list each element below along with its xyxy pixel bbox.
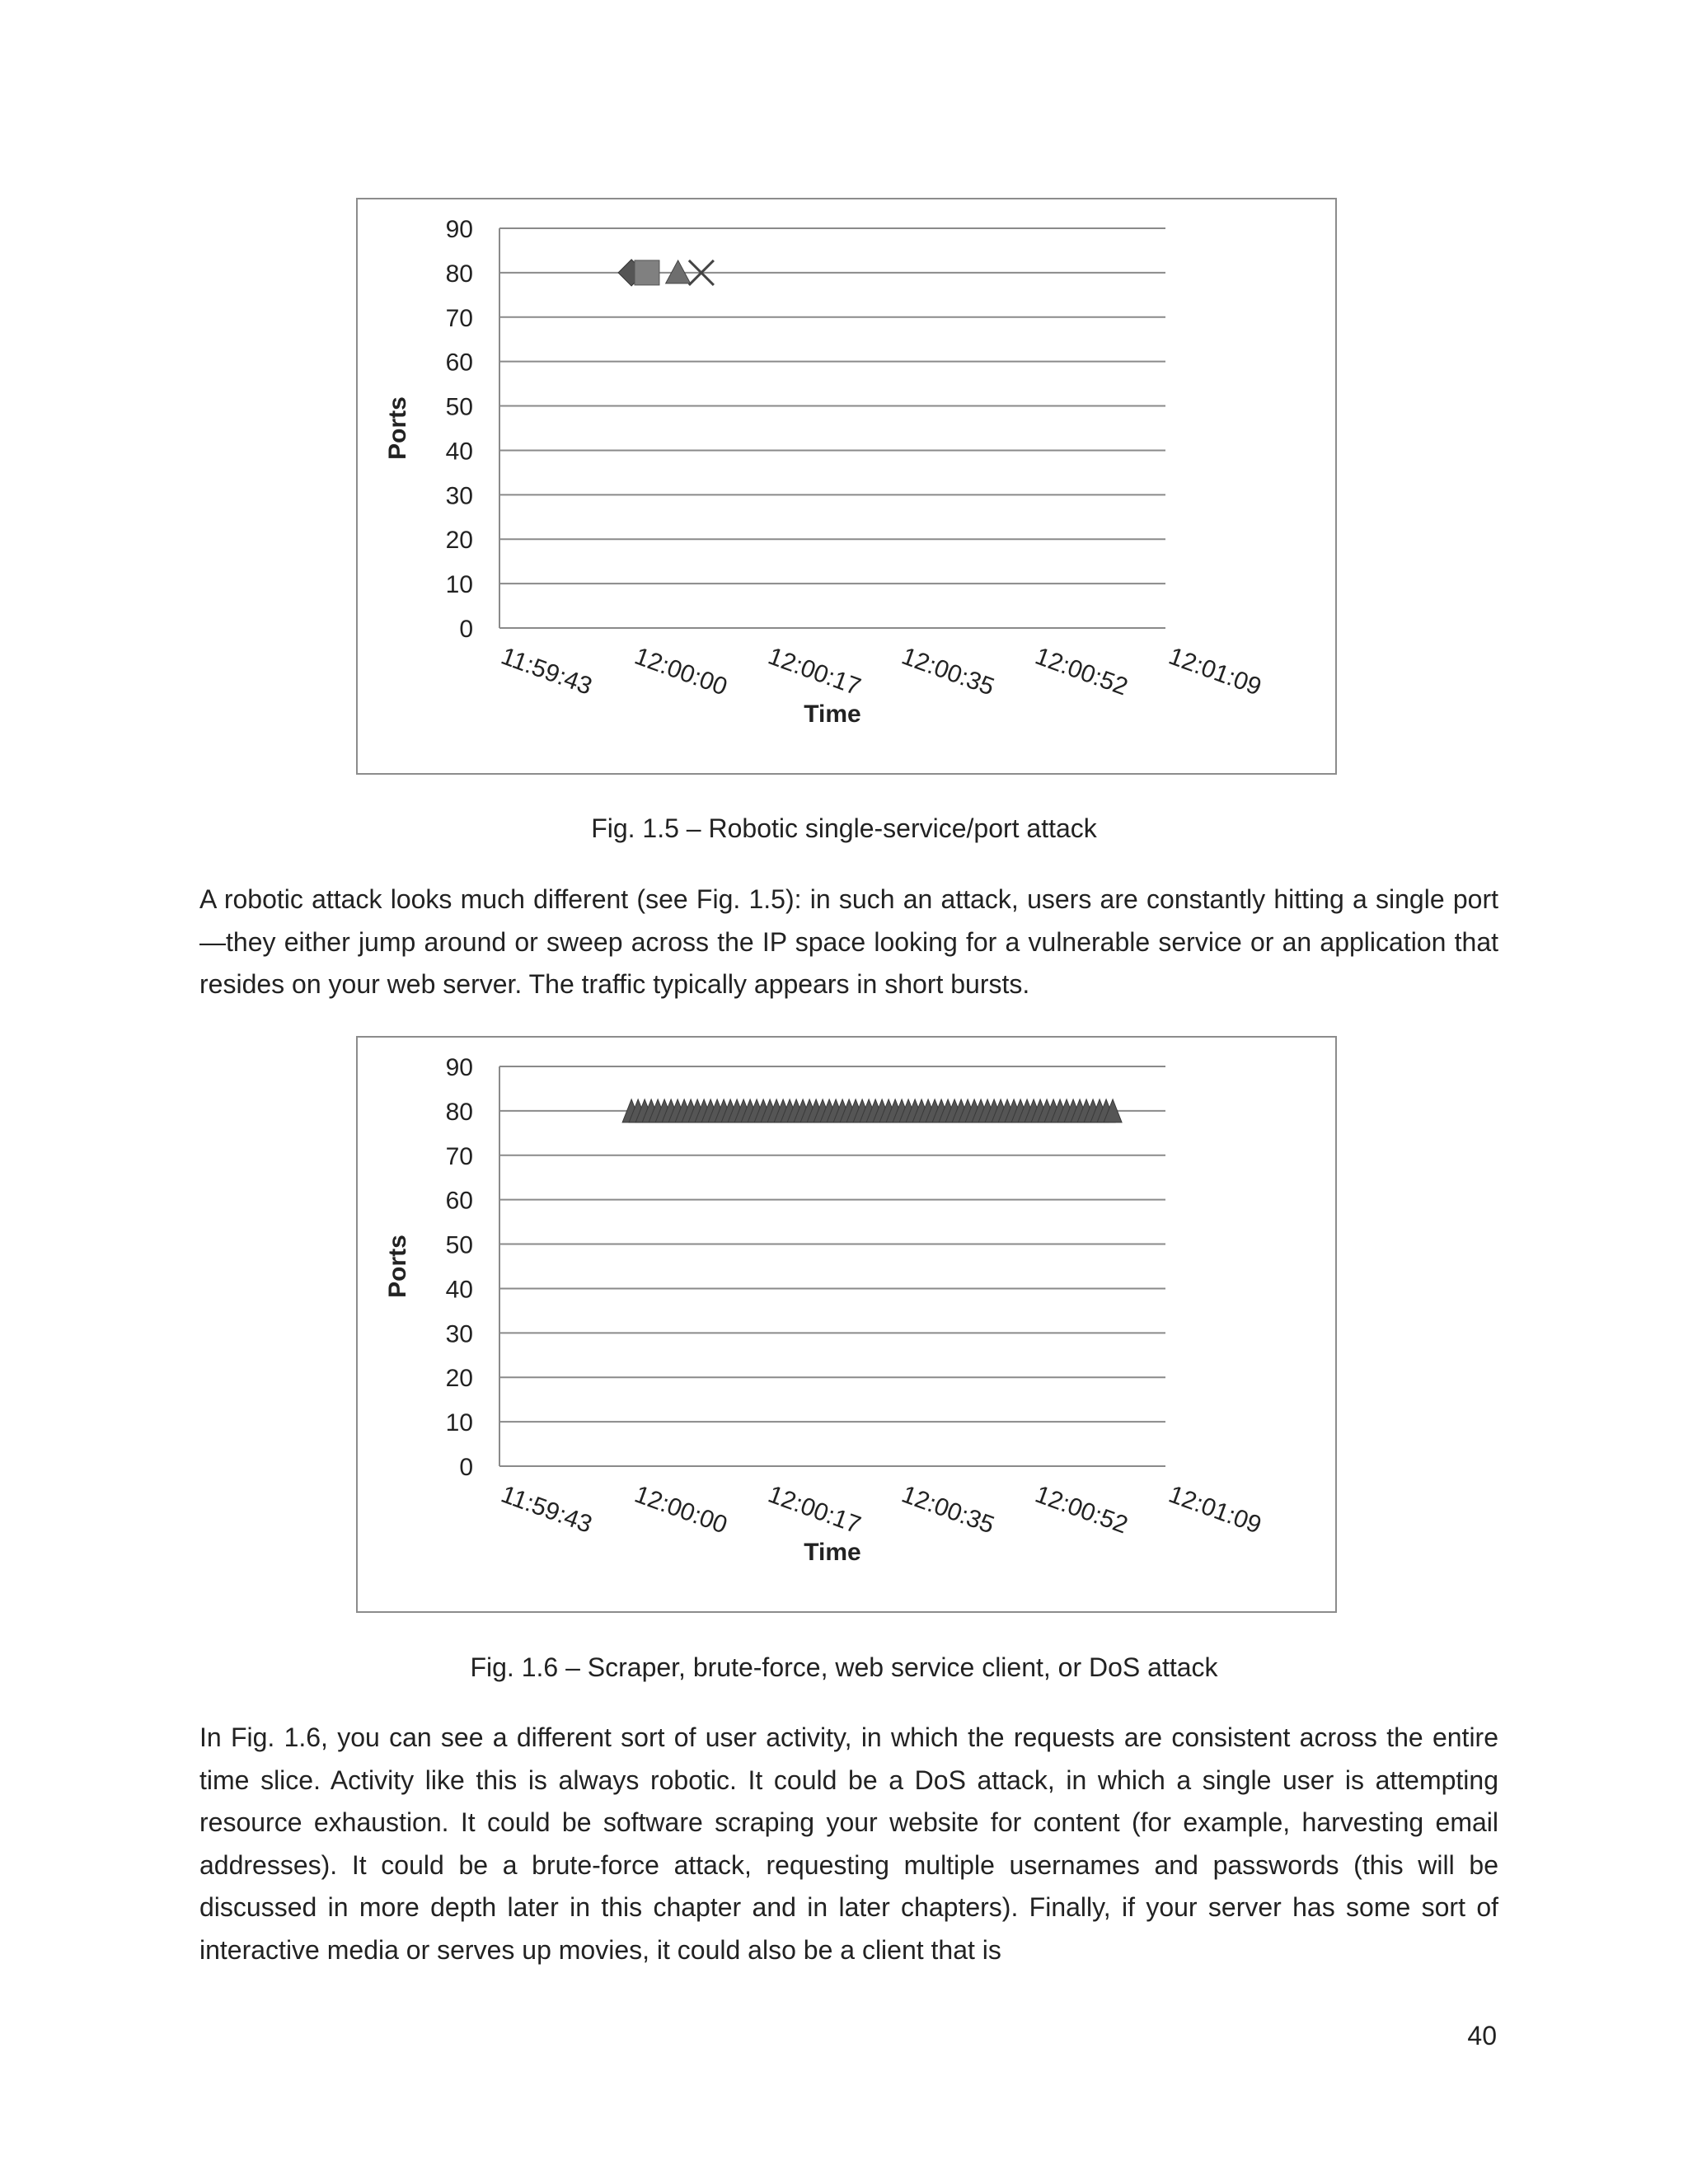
y-tick-label: 50	[445, 1231, 473, 1259]
y-axis-title: Ports	[384, 1235, 411, 1298]
x-axis-title: Time	[804, 701, 861, 728]
x-axis-title: Time	[804, 1539, 861, 1566]
figure-1-5-caption: Fig. 1.5 – Robotic single-service/port attack	[591, 813, 1097, 843]
y-tick-label: 60	[445, 349, 473, 377]
y-tick-label: 50	[445, 393, 473, 421]
x-tick-label: 11:59:43	[497, 1480, 596, 1539]
y-tick-label: 70	[445, 304, 473, 332]
y-tick-label: 90	[445, 1054, 473, 1081]
figure-1-6-caption: Fig. 1.6 – Scraper, brute-force, web service client, or DoS attack	[470, 1652, 1218, 1682]
x-tick-label: 12:00:00	[631, 642, 731, 701]
y-tick-label: 90	[445, 216, 473, 243]
x-tick-label: 12:00:52	[1031, 642, 1132, 701]
x-tick-label: 12:01:09	[1165, 1480, 1265, 1540]
x-tick-label: 11:59:43	[497, 642, 596, 701]
y-tick-label: 20	[445, 1365, 473, 1393]
data-point-square	[635, 260, 659, 285]
body-paragraph-1: A robotic attack looks much different (see Fig. 1.5): in such an attack, users are constantly hitting a single port—they either jump around or sweep across the IP space looking for a vulnerable service or an application that resides on your web server. The traffic typically appears in short bursts.	[199, 884, 1498, 999]
y-tick-label: 10	[445, 1409, 473, 1437]
x-tick-label: 12:00:00	[631, 1480, 731, 1540]
body-paragraph-2: In Fig. 1.6, you can see a different sort of user activity, in which the requests are consistent across the entire time slice. Activity like this is always robotic. It could be a DoS attack, in which a single user is attempting resource exhaustion. It could be software scraping your website for content (for example, harvesting email addresses). It could be a brute-force attack, requesting multiple usernames and passwords (this will be discussed in more depth later in this chapter and in later chapters). Finally, if your server has some sort of interactive media or serves up movies, it could also be a client that is	[199, 1722, 1498, 1965]
y-tick-label: 30	[445, 1320, 473, 1348]
x-tick-label: 12:00:17	[764, 642, 865, 701]
y-tick-label: 20	[445, 527, 473, 555]
x-tick-label: 12:00:17	[764, 1480, 865, 1540]
y-tick-label: 60	[445, 1187, 473, 1215]
y-tick-label: 10	[445, 571, 473, 599]
y-tick-label: 40	[445, 1276, 473, 1304]
chart-1-5-plot	[358, 199, 1339, 776]
y-tick-label: 80	[445, 260, 473, 288]
y-tick-label: 0	[459, 616, 473, 643]
y-tick-label: 80	[445, 1098, 473, 1126]
y-tick-label: 0	[459, 1454, 473, 1481]
x-tick-label: 12:00:52	[1031, 1480, 1132, 1540]
y-tick-label: 70	[445, 1142, 473, 1170]
y-axis-title: Ports	[384, 396, 411, 460]
chart-1-6-plot	[358, 1038, 1339, 1615]
page-number: 40	[1467, 2021, 1497, 2050]
y-tick-label: 40	[445, 438, 473, 466]
x-tick-label: 12:01:09	[1165, 642, 1265, 701]
figure-1-5-chart	[356, 198, 1337, 775]
figure-1-6-chart	[356, 1036, 1337, 1613]
x-tick-label: 12:00:35	[898, 1480, 998, 1540]
x-tick-label: 12:00:35	[898, 642, 998, 701]
y-tick-label: 30	[445, 482, 473, 510]
